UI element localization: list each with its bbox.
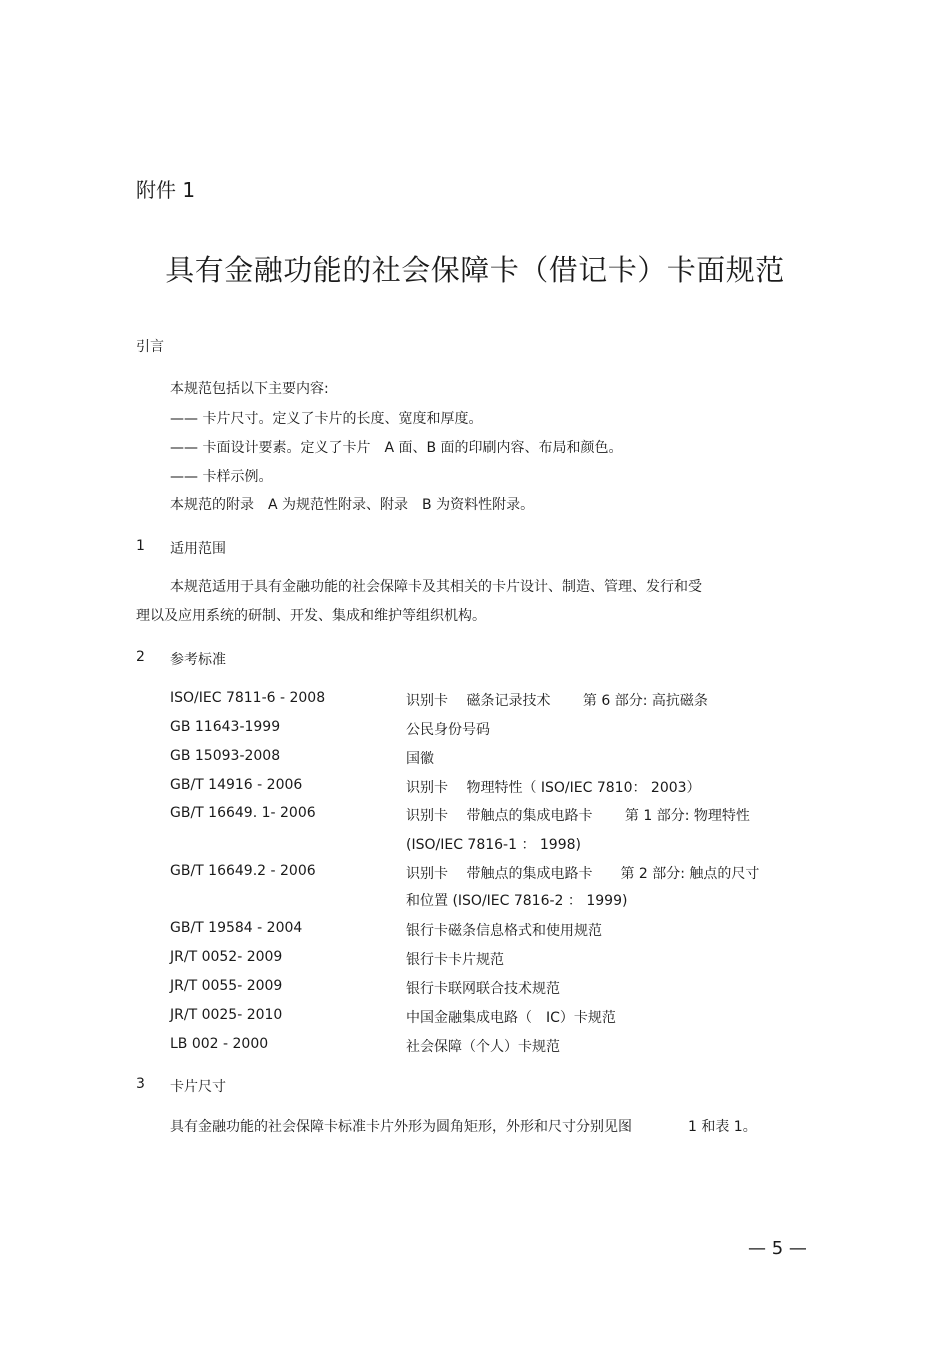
section-title: 参考标准 <box>170 652 226 668</box>
reference-description: (ISO/IEC 7816-1 ： 1998) <box>406 837 581 853</box>
intro-line: —— 卡片尺寸。定义了卡片的长度、宽度和厚度。 <box>170 411 483 427</box>
section-number: 3 <box>136 1076 145 1092</box>
section-paragraph-line: 理以及应用系统的研制、开发、集成和维护等组织机构。 <box>136 608 486 624</box>
reference-code: GB 11643-1999 <box>170 719 281 735</box>
reference-description: 中国金融集成电路（ IC）卡规范 <box>406 1010 616 1026</box>
reference-description: 银行卡磁条信息格式和使用规范 <box>406 923 602 939</box>
reference-code: GB/T 16649. 1- 2006 <box>170 805 316 821</box>
reference-description: 社会保障（个人）卡规范 <box>406 1039 560 1055</box>
reference-description: 公民身份号码 <box>406 722 490 738</box>
annex-label: 附件 1 <box>136 178 196 202</box>
section-title: 卡片尺寸 <box>170 1079 226 1095</box>
reference-description: 识别卡 磁条记录技术 第 6 部分: 高抗磁条 <box>406 693 708 709</box>
reference-code: JR/T 0055- 2009 <box>170 978 283 994</box>
section-number: 1 <box>136 538 145 554</box>
reference-description: 识别卡 带触点的集成电路卡 第 2 部分: 触点的尺寸 <box>406 866 760 882</box>
intro-line: —— 卡样示例。 <box>170 469 273 485</box>
intro-line: 本规范的附录 A 为规范性附录、附录 B 为资料性附录。 <box>170 497 535 513</box>
reference-code: JR/T 0052- 2009 <box>170 949 283 965</box>
reference-description: 识别卡 带触点的集成电路卡 第 1 部分: 物理特性 <box>406 808 750 824</box>
intro-line: —— 卡面设计要素。定义了卡片 A 面、B 面的印刷内容、布局和颜色。 <box>170 440 623 456</box>
reference-description: 识别卡 物理特性（ ISO/IEC 7810： 2003） <box>406 780 701 796</box>
intro-line: 本规范包括以下主要内容: <box>170 381 329 397</box>
section-paragraph-line: 本规范适用于具有金融功能的社会保障卡及其相关的卡片设计、制造、管理、发行和受 <box>170 579 702 595</box>
reference-code: JR/T 0025- 2010 <box>170 1007 283 1023</box>
reference-description: 国徽 <box>406 751 434 767</box>
reference-description: 银行卡卡片规范 <box>406 952 504 968</box>
page-number: — 5 — <box>748 1238 807 1259</box>
reference-description: 和位置 (ISO/IEC 7816-2 ： 1999) <box>406 893 628 909</box>
reference-description: 银行卡联网联合技术规范 <box>406 981 560 997</box>
reference-code: GB/T 14916 - 2006 <box>170 777 303 793</box>
reference-code: GB 15093-2008 <box>170 748 281 764</box>
reference-code: GB/T 19584 - 2004 <box>170 920 303 936</box>
section-number: 2 <box>136 649 145 665</box>
section-paragraph-line: 具有金融功能的社会保障卡标准卡片外形为圆角矩形，外形和尺寸分别见图 1 和表 1。 <box>170 1119 757 1135</box>
reference-code: ISO/IEC 7811-6 - 2008 <box>170 690 326 706</box>
reference-code: GB/T 16649.2 - 2006 <box>170 863 316 879</box>
intro-heading: 引言 <box>136 339 164 355</box>
section-title: 适用范围 <box>170 541 226 557</box>
reference-code: LB 002 - 2000 <box>170 1036 269 1052</box>
document-title: 具有金融功能的社会保障卡（借记卡）卡面规范 <box>165 253 785 287</box>
